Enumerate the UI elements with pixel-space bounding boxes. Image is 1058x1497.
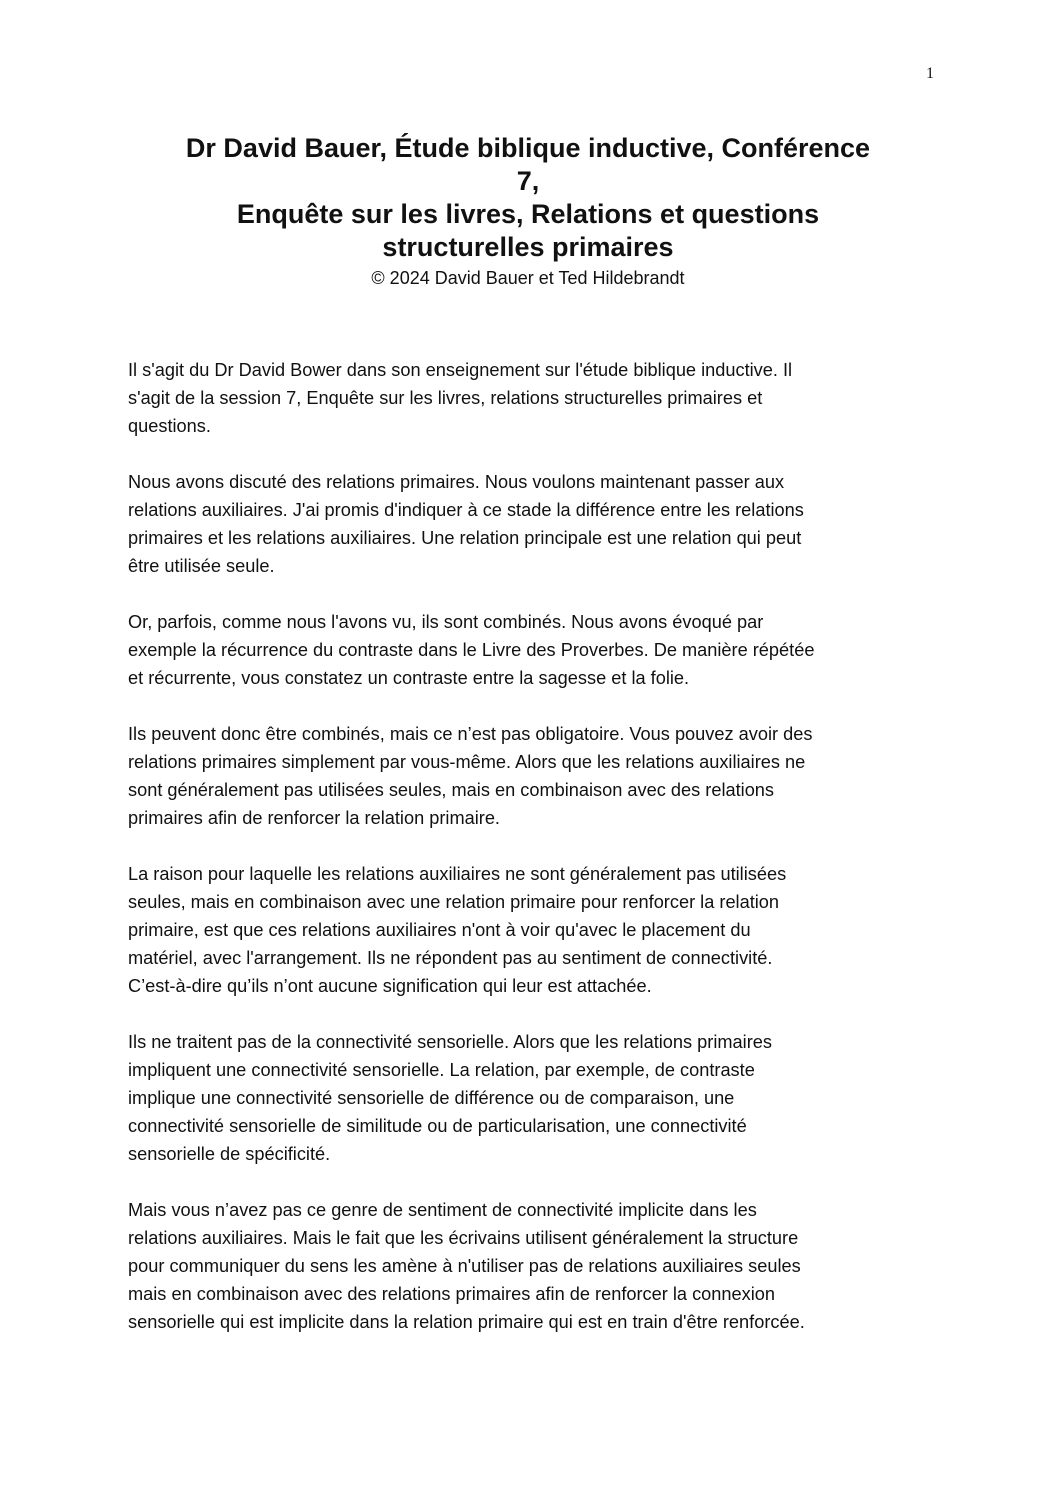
paragraph-3 bbox=[128, 608, 933, 692]
paragraph-7 bbox=[128, 1196, 933, 1336]
text-line: et récurrente, vous constatez un contraste entre la sagesse et la folie. bbox=[128, 668, 690, 688]
text-line: seules, mais en combinaison avec une relation primaire pour renforcer la relation bbox=[128, 892, 780, 912]
paragraph-1 bbox=[128, 356, 933, 440]
text-line: Or, parfois, comme nous l'avons vu, ils sont combinés. Nous avons évoqué par bbox=[128, 612, 764, 632]
text-line: Nous avons discuté des relations primaires. Nous voulons maintenant passer aux bbox=[128, 472, 785, 492]
text-line: sensorielle de spécificité. bbox=[128, 1144, 331, 1164]
text-line: primaire, est que ces relations auxiliaires n'ont à voir qu'avec le placement du bbox=[128, 920, 751, 940]
text-line: Ils ne traitent pas de la connectivité sensorielle. Alors que les relations primaires bbox=[128, 1032, 772, 1052]
paragraph-2 bbox=[128, 468, 933, 580]
document-title bbox=[128, 132, 928, 264]
text-line: impliquent une connectivité sensorielle. La relation, par exemple, de contraste bbox=[128, 1060, 755, 1080]
title-line: 7, bbox=[516, 166, 540, 196]
text-line: Ils peuvent donc être combinés, mais ce n’est pas obligatoire. Vous pouvez avoir des bbox=[128, 724, 813, 744]
text-line: primaires et les relations auxiliaires. Une relation principale est une relation qui peut bbox=[128, 528, 802, 548]
text-line: Mais vous n’avez pas ce genre de sentiment de connectivité implicite dans les bbox=[128, 1200, 757, 1220]
title-line: structurelles primaires bbox=[382, 232, 674, 262]
text-line: C’est-à-dire qu’ils n’ont aucune signification qui leur est attachée. bbox=[128, 976, 652, 996]
text-line: être utilisée seule. bbox=[128, 556, 275, 576]
title-line: Enquête sur les livres, Relations et questions bbox=[236, 199, 820, 229]
text-line: relations auxiliaires. J'ai promis d'indiquer à ce stade la différence entre les relations bbox=[128, 500, 804, 520]
paragraph-6 bbox=[128, 1028, 933, 1168]
text-line: sensorielle qui est implicite dans la relation primaire qui est en train d'être renforcée. bbox=[128, 1312, 805, 1332]
title-line: Dr David Bauer, Étude biblique inductive, Conférence bbox=[185, 133, 871, 163]
text-line: pour communiquer du sens les amène à n'utiliser pas de relations auxiliaires seules bbox=[128, 1256, 801, 1276]
paragraph-4 bbox=[128, 720, 933, 832]
title-block bbox=[128, 132, 928, 290]
document-body bbox=[128, 356, 933, 1364]
page-number: 1 bbox=[926, 65, 934, 82]
text-line: mais en combinaison avec des relations primaires afin de renforcer la connexion bbox=[128, 1284, 775, 1304]
text-line: s'agit de la session 7, Enquête sur les livres, relations structurelles primaires et bbox=[128, 388, 763, 408]
text-line: relations auxiliaires. Mais le fait que les écrivains utilisent généralement la structure bbox=[128, 1228, 799, 1248]
copyright-notice: © 2024 David Bauer et Ted Hildebrandt bbox=[371, 268, 685, 288]
text-line: primaires afin de renforcer la relation primaire. bbox=[128, 808, 500, 828]
text-line: La raison pour laquelle les relations auxiliaires ne sont généralement pas utilisées bbox=[128, 864, 787, 884]
text-line: questions. bbox=[128, 416, 211, 436]
paragraph-5 bbox=[128, 860, 933, 1000]
text-line: exemple la récurrence du contraste dans le Livre des Proverbes. De manière répétée bbox=[128, 640, 815, 660]
text-line: relations primaires simplement par vous-même. Alors que les relations auxiliaires ne bbox=[128, 752, 806, 772]
text-line: connectivité sensorielle de similitude ou de particularisation, une connectivité bbox=[128, 1116, 747, 1136]
text-line: matériel, avec l'arrangement. Ils ne répondent pas au sentiment de connectivité. bbox=[128, 948, 773, 968]
text-line: Il s'agit du Dr David Bower dans son enseignement sur l'étude biblique inductive. Il bbox=[128, 360, 793, 380]
text-line: implique une connectivité sensorielle de différence ou de comparaison, une bbox=[128, 1088, 735, 1108]
text-line: sont généralement pas utilisées seules, mais en combinaison avec des relations bbox=[128, 780, 775, 800]
